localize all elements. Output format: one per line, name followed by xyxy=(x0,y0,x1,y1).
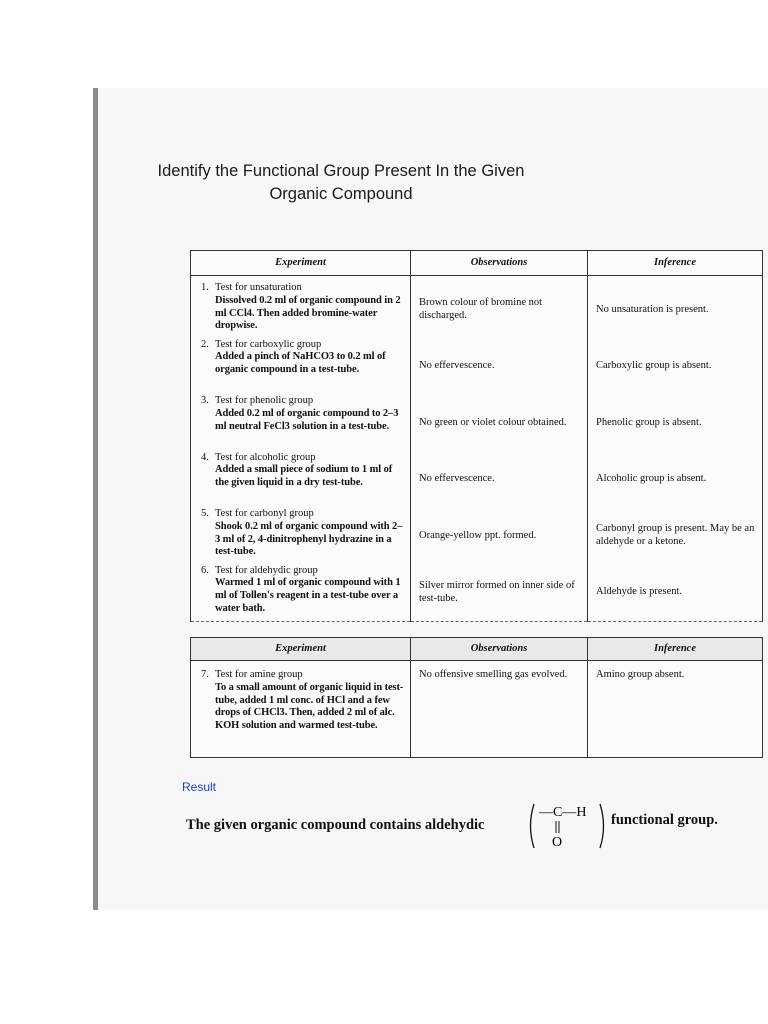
inference-column xyxy=(588,276,763,622)
table-header-row xyxy=(191,638,763,661)
experiment-procedure: Added a small piece of sodium to 1 ml of the given liquid in a dry test-tube. xyxy=(215,464,393,489)
inference-text: Amino group absent. xyxy=(596,669,685,680)
experiment-number: 2. xyxy=(201,338,209,350)
experiment-procedure: Added 0.2 ml of organic compound to 2–3 ml neutral FeCl3 solution in a test-tube. xyxy=(215,407,399,432)
experiment-heading: Test for amine group xyxy=(215,669,303,680)
inference-cell xyxy=(596,282,757,339)
observation-cell xyxy=(419,395,582,452)
header-inference: Inference xyxy=(588,638,763,661)
experiment-item xyxy=(201,565,406,622)
page-title xyxy=(96,160,586,206)
observation-text: No effervescence. xyxy=(419,360,495,372)
experiment-item xyxy=(201,669,406,757)
aldehyde-formula xyxy=(526,800,608,852)
inference-cell xyxy=(596,452,757,509)
experiment-number: 7. xyxy=(201,669,209,680)
inference-text: Carboxylic group is absent. xyxy=(596,360,712,372)
inference-cell xyxy=(596,339,757,396)
table-row xyxy=(191,276,763,622)
experiment-procedure: To a small amount of organic liquid in test-tube, added 1 ml conc. of HCl and a few drops of CHCl3. Then, added 2 ml of alc. KOH solution and warmed test-tube. xyxy=(215,681,404,732)
experiment-heading: Test for carboxylic group xyxy=(215,338,322,350)
experiment-procedure: Added a pinch of NaHCO3 to 0.2 ml of organic compound in a test-tube. xyxy=(215,351,386,376)
observation-text: Silver mirror formed on inner side of test-tube. xyxy=(419,579,575,604)
inference-text: Alcoholic group is absent. xyxy=(596,473,707,485)
inference-cell xyxy=(596,508,757,565)
title-line-2: Organic Compound xyxy=(269,185,413,203)
result-text-after: functional group. xyxy=(611,812,718,828)
observation-cell xyxy=(411,661,588,758)
experiment-procedure: Warmed 1 ml of organic compound with 1 ml of Tollen's reagent in a test-tube over a water bath. xyxy=(215,577,401,614)
experiment-procedure: Dissolved 0.2 ml of organic compound in 2 ml CCl4. Then added bromine-water dropwise. xyxy=(215,294,401,332)
experiment-heading: Test for aldehydic group xyxy=(215,564,318,576)
inference-text: No unsaturation is present. xyxy=(596,303,709,315)
formula-top: —C—H xyxy=(539,805,587,820)
formula-bottom: O xyxy=(552,835,563,850)
experiment-number: 3. xyxy=(201,395,209,406)
inference-cell xyxy=(588,661,763,758)
observations-column xyxy=(411,276,588,622)
experiment-column xyxy=(191,276,411,622)
experiment-heading: Test for carbonyl group xyxy=(215,508,314,519)
experiment-number: 5. xyxy=(201,508,209,519)
experiment-table-continued xyxy=(190,637,763,758)
header-inference: Inference xyxy=(588,251,763,276)
inference-cell xyxy=(596,395,757,452)
experiment-heading: Test for alcoholic group xyxy=(215,451,316,463)
experiment-item xyxy=(201,395,406,452)
inference-text: Aldehyde is present. xyxy=(596,586,683,598)
header-experiment: Experiment xyxy=(191,251,411,276)
observation-text: Brown colour of bromine not discharged. xyxy=(419,297,543,322)
experiment-heading: Test for phenolic group xyxy=(215,395,314,406)
header-observations: Observations xyxy=(411,251,588,276)
result-statement xyxy=(186,800,746,852)
experiment-number: 1. xyxy=(201,282,209,293)
observation-cell xyxy=(419,282,582,339)
experiment-item xyxy=(201,339,406,396)
header-observations: Observations xyxy=(411,638,588,661)
experiment-cell xyxy=(191,661,411,758)
table-row xyxy=(191,661,763,758)
observation-cell xyxy=(419,452,582,509)
result-text-before: The given organic compound contains aldehydic xyxy=(186,817,485,833)
observation-text: Orange-yellow ppt. formed. xyxy=(419,529,537,541)
formula-right-bracket xyxy=(600,804,604,848)
experiment-item xyxy=(201,452,406,509)
inference-text: Carbonyl group is present. May be an aldehyde or a ketone. xyxy=(596,523,755,548)
experiment-item xyxy=(201,282,406,339)
result-label: Result xyxy=(182,780,217,794)
experiment-heading: Test for unsaturation xyxy=(215,282,302,293)
inference-text: Phenolic group is absent. xyxy=(596,416,702,428)
observation-text: No green or violet colour obtained. xyxy=(419,416,567,428)
header-experiment: Experiment xyxy=(191,638,411,661)
experiment-number: 6. xyxy=(201,564,209,576)
inference-cell xyxy=(596,565,757,622)
observation-cell xyxy=(419,565,582,622)
experiment-procedure: Shook 0.2 ml of organic compound with 2–3 ml of 2, 4-dinitrophenyl hydrazine in a test-tube. xyxy=(215,520,403,558)
observation-text: No effervescence. xyxy=(419,473,495,485)
observation-cell xyxy=(419,339,582,396)
observation-cell xyxy=(419,508,582,565)
experiment-item xyxy=(201,508,406,565)
formula-left-bracket xyxy=(531,804,535,848)
experiment-number: 4. xyxy=(201,451,209,463)
table-header-row xyxy=(191,251,763,276)
title-line-1: Identify the Functional Group Present In the Given xyxy=(157,162,525,180)
experiment-table xyxy=(190,250,763,622)
observation-text: No offensive smelling gas evolved. xyxy=(419,669,568,680)
